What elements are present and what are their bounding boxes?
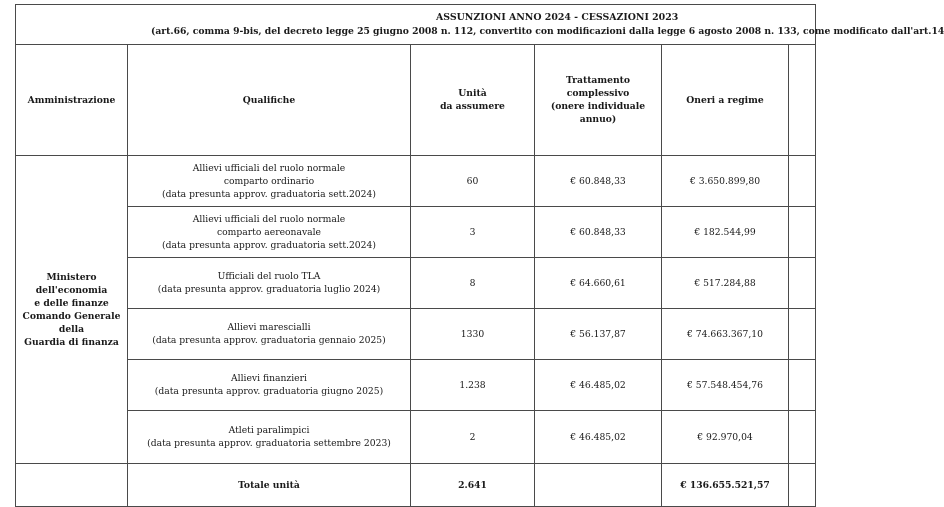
hiring-table: [15, 4, 944, 507]
administration-line: Comando Generale della: [22, 310, 121, 335]
qualifica-line: Allievi ufficiali del ruolo normale: [192, 162, 346, 174]
extra-cell: [789, 360, 816, 411]
header-units-line1: Unità: [458, 88, 487, 99]
qualifica-line: Allievi finanzieri: [231, 373, 307, 384]
qualifica-line: comparto ordinario: [223, 175, 315, 187]
table-row: [16, 156, 816, 207]
qualifica-line: (data presunta approv. graduatoria settembre 2023): [147, 438, 391, 449]
header-qualifiche: Qualifiche: [128, 45, 411, 156]
table-row: [16, 360, 816, 411]
units-cell: 8: [411, 258, 535, 309]
qualifica-line: Atleti paralimpici: [228, 425, 310, 436]
total-empty-cell: [16, 464, 128, 507]
qualifica-cell: [128, 258, 411, 309]
extra-cell: [789, 309, 816, 360]
total-charges: € 136.655.521,57: [662, 464, 789, 507]
table-row: [16, 258, 816, 309]
charges-cell: € 182.544,99: [662, 207, 789, 258]
extra-cell: [789, 258, 816, 309]
total-treatment-cell: [535, 464, 662, 507]
charges-cell: € 517.284,88: [662, 258, 789, 309]
qualifica-line: comparto aereonavale: [217, 226, 321, 238]
treatment-cell: € 56.137,87: [535, 309, 662, 360]
treatment-cell: € 64.660,61: [535, 258, 662, 309]
header-treatment: [535, 45, 662, 156]
qualifica-line: Ufficiali del ruolo TLA: [217, 271, 321, 282]
qualifica-line: Allievi marescialli: [227, 322, 311, 333]
table-row: [16, 309, 816, 360]
treatment-cell: € 60.848,33: [535, 207, 662, 258]
treatment-cell: € 60.848,33: [535, 156, 662, 207]
treatment-cell: € 46.485,02: [535, 360, 662, 411]
header-treatment-line1: Trattamento complessivo: [565, 75, 631, 99]
extra-cell: [789, 411, 816, 464]
extra-cell: [789, 156, 816, 207]
units-cell: 2: [411, 411, 535, 464]
title-cell: [16, 5, 944, 45]
extra-cell: [789, 464, 816, 507]
total-row: [16, 464, 816, 507]
total-units: 2.641: [411, 464, 535, 507]
treatment-cell: € 46.485,02: [535, 411, 662, 464]
qualifica-cell: [128, 156, 411, 207]
administration-line: Guardia di finanza: [24, 336, 119, 348]
header-charges: Oneri a regime: [662, 45, 789, 156]
header-treatment-line2: (onere individuale annuo): [550, 101, 646, 125]
administration-line: Ministero dell'economia: [35, 271, 108, 296]
header-units: [411, 45, 535, 156]
units-cell: 3: [411, 207, 535, 258]
charges-cell: € 3.650.899,80: [662, 156, 789, 207]
administration-cell: [16, 156, 128, 464]
qualifica-cell: [128, 207, 411, 258]
charges-cell: € 57.548.454,76: [662, 360, 789, 411]
header-units-line2: da assumere: [440, 101, 505, 112]
charges-cell: € 92.970,04: [662, 411, 789, 464]
qualifica-line: (data presunta approv. graduatoria gennaio 2025): [152, 335, 386, 346]
table-row: [16, 207, 816, 258]
extra-cell: [789, 207, 816, 258]
title-row: [16, 5, 816, 45]
table-row: [16, 411, 816, 464]
units-cell: 1330: [411, 309, 535, 360]
table-title: ASSUNZIONI ANNO 2024 - CESSAZIONI 2023: [436, 12, 679, 23]
qualifica-cell: [128, 309, 411, 360]
qualifica-line: (data presunta approv. graduatoria luglio 2024): [157, 284, 381, 295]
units-cell: 1.238: [411, 360, 535, 411]
administration-line: e delle finanze: [34, 297, 109, 309]
total-label: Totale unità: [128, 464, 411, 507]
units-cell: 60: [411, 156, 535, 207]
qualifica-cell: [128, 360, 411, 411]
qualifica-line: Allievi ufficiali del ruolo normale: [192, 213, 346, 225]
qualifica-line: (data presunta approv. graduatoria sett.2024): [162, 239, 376, 251]
qualifica-line: (data presunta approv. graduatoria giugno 2025): [154, 386, 384, 397]
qualifica-line: (data presunta approv. graduatoria sett.2024): [162, 188, 376, 200]
qualifica-cell: [128, 411, 411, 464]
header-row: [16, 45, 816, 156]
table-subtitle: (art.66, comma 9-bis, del decreto legge 25 giugno 2008 n. 112, convertito con modificazioni dalla legge 6 agosto 2008 n. 133, come modificato dall'art.14: [151, 26, 944, 37]
header-extra: [789, 45, 816, 156]
charges-cell: € 74.663.367,10: [662, 309, 789, 360]
header-administration: Amministrazione: [16, 45, 128, 156]
